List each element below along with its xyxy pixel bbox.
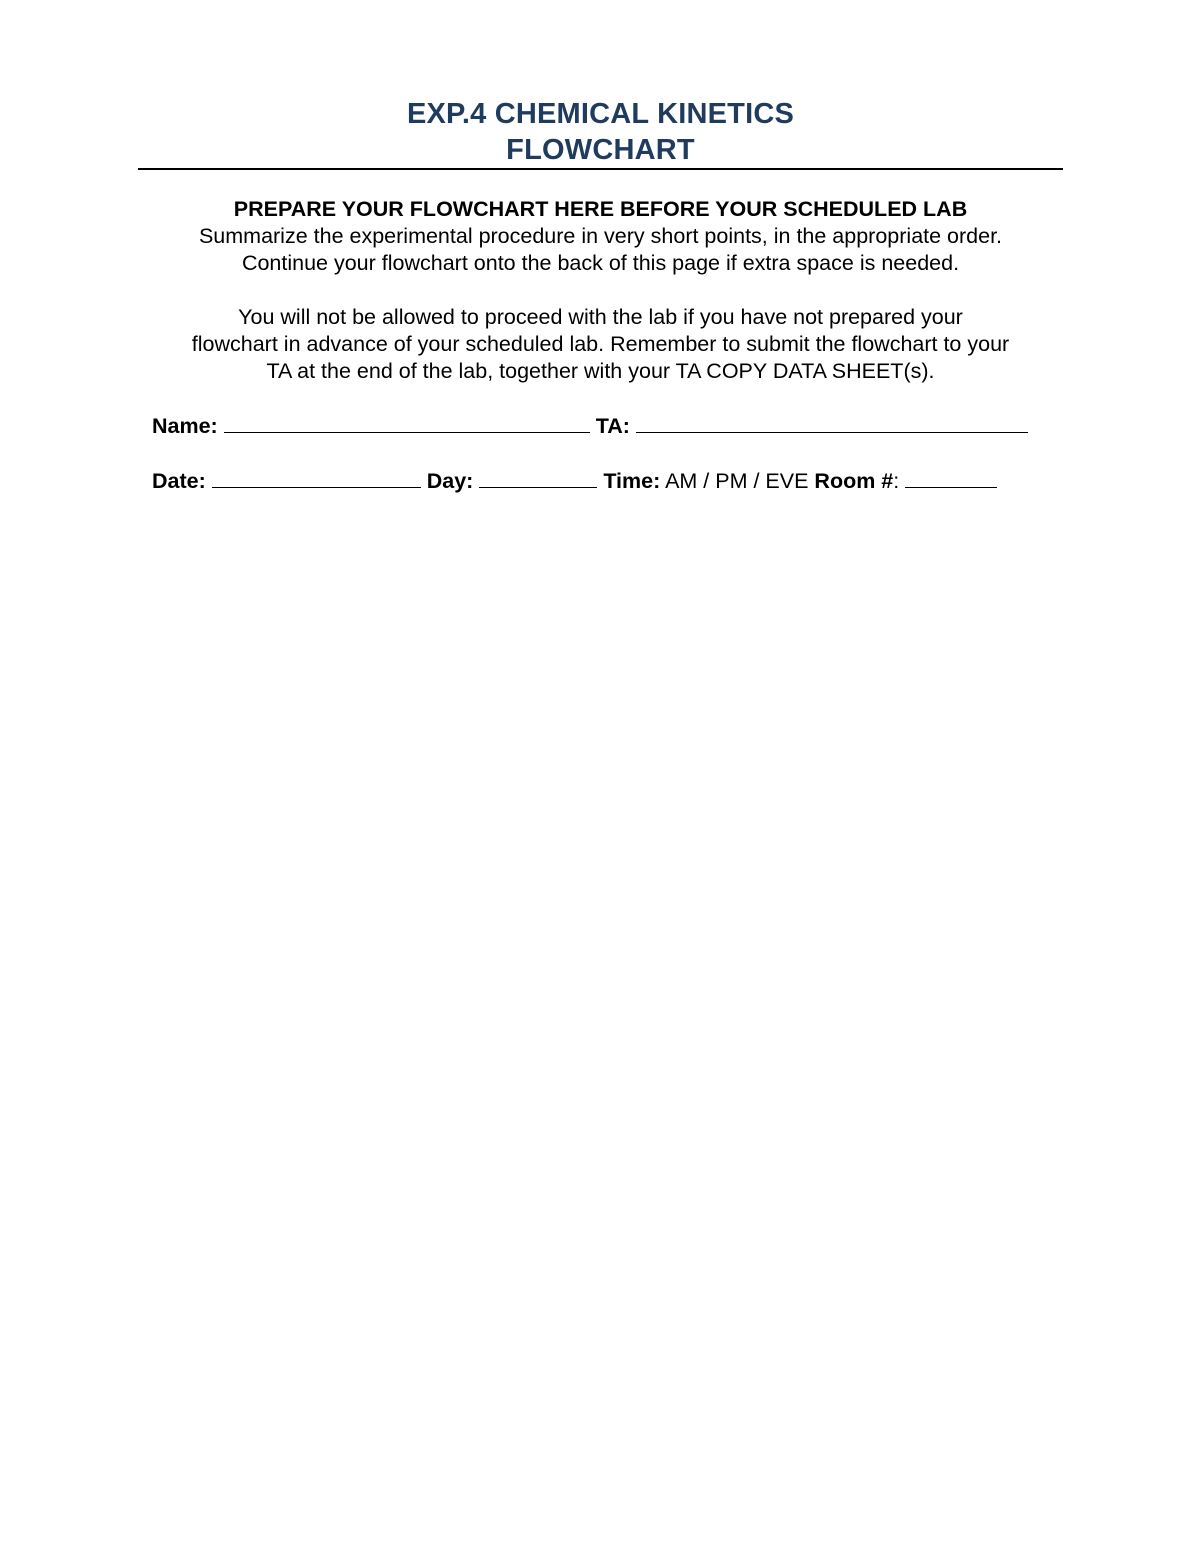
instructions-line: Summarize the experimental procedure in very short points, in the appropriate order. — [198, 224, 1003, 248]
title-block — [138, 96, 1063, 170]
name-field[interactable] — [224, 414, 590, 433]
room-field[interactable] — [905, 469, 997, 488]
day-field[interactable] — [479, 469, 597, 488]
instructions — [138, 196, 1063, 385]
time-options[interactable]: AM / PM / EVE — [665, 469, 809, 493]
date-field[interactable] — [212, 469, 421, 488]
paragraph-spacer — [138, 277, 1063, 304]
warning-line: flowchart in advance of your scheduled lab. Remember to submit the flowchart to your — [191, 332, 1010, 356]
page-title: EXP.4 CHEMICAL KINETICS — [406, 98, 795, 130]
ta-field[interactable] — [636, 414, 1028, 433]
instructions-line: Continue your flowchart onto the back of this page if extra space is needed. — [241, 251, 960, 275]
day-label: Day: — [426, 469, 474, 493]
room-colon: : — [893, 469, 900, 493]
time-label: Time: — [603, 469, 661, 493]
page-subtitle: FLOWCHART — [506, 134, 695, 166]
name-label: Name: — [152, 414, 218, 438]
ta-label: TA: — [595, 414, 630, 438]
date-label: Date: — [152, 469, 206, 493]
room-label: Room # — [814, 469, 894, 493]
warning-line: TA at the end of the lab, together with your TA COPY DATA SHEET(s). — [266, 359, 935, 383]
name-ta-row — [152, 413, 1052, 440]
date-time-row — [152, 468, 1052, 495]
warning-line: You will not be allowed to proceed with the lab if you have not prepared your — [238, 305, 963, 329]
instructions-heading: PREPARE YOUR FLOWCHART HERE BEFORE YOUR SCHEDULED LAB — [233, 197, 968, 221]
